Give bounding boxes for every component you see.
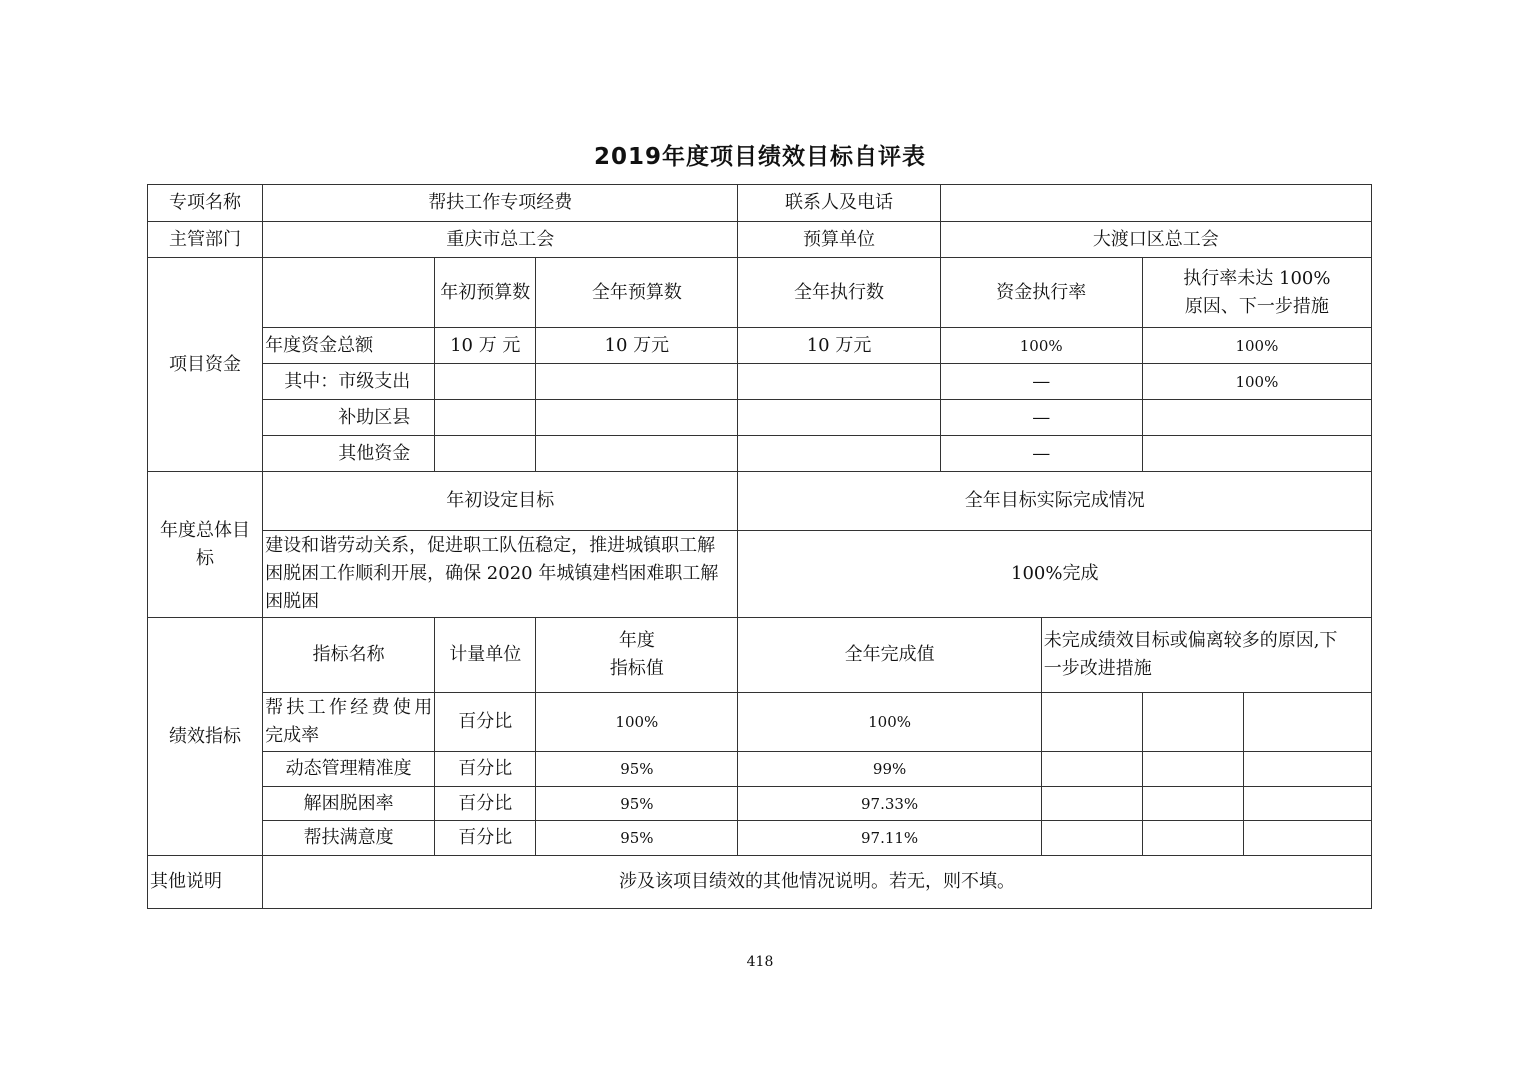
- contact-value: [940, 185, 1371, 222]
- perf-row-unit: 百分比: [435, 752, 536, 787]
- funds-row-initial: 10 万 元: [435, 328, 536, 364]
- goals-set-line3: 困脱困: [265, 591, 320, 612]
- dept-value: 重庆市总工会: [263, 222, 738, 258]
- perf-row-reason-cell: [1243, 693, 1371, 752]
- goals-label: [148, 472, 263, 618]
- perf-row-unit: 百分比: [435, 821, 536, 856]
- funds-row-rate: —: [940, 364, 1142, 400]
- perf-header-reason-line2: 一步改进措施: [1043, 658, 1152, 679]
- funds-label: 项目资金: [148, 258, 263, 472]
- goals-set-line1: 建设和谐劳动关系，促进职工队伍稳定，推进城镇职工解: [265, 535, 716, 556]
- evaluation-table: [147, 184, 1372, 909]
- other-label: 其他说明: [148, 856, 263, 909]
- goals-actual-text: 100%完成: [738, 531, 1372, 618]
- goals-set-header: 年初设定目标: [263, 472, 738, 531]
- budget-unit-label: 预算单位: [738, 222, 940, 258]
- funds-row-label: 其他资金: [263, 436, 435, 472]
- perf-row-unit: 百分比: [435, 787, 536, 821]
- perf-row-name-line1: 帮扶工作经费使用: [265, 697, 433, 718]
- funds-header-reason-line1: 执行率未达 100%: [1183, 267, 1331, 289]
- funds-header-annual: 全年预算数: [536, 258, 738, 328]
- perf-row-target: 95%: [536, 821, 738, 856]
- perf-header-target: [536, 618, 738, 693]
- perf-row-target: 100%: [536, 693, 738, 752]
- dept-label: 主管部门: [148, 222, 263, 258]
- perf-row-actual: 100%: [738, 693, 1041, 752]
- funds-header-initial: 年初预算数: [435, 258, 536, 328]
- other-text: 涉及该项目绩效的其他情况说明。若无，则不填。: [263, 856, 1372, 909]
- perf-row-target: 95%: [536, 787, 738, 821]
- funds-row-reason: [1142, 400, 1371, 436]
- perf-header-actual: 全年完成值: [738, 618, 1041, 693]
- funds-header-blank: [263, 258, 435, 328]
- perf-row-reason-cell: [1041, 752, 1142, 787]
- project-name-value: 帮扶工作专项经费: [263, 185, 738, 222]
- goals-label-line2: 标: [196, 547, 215, 569]
- funds-row-reason: 100%: [1142, 328, 1371, 364]
- funds-row-annual: [536, 364, 738, 400]
- perf-row-reason-cell: [1142, 752, 1243, 787]
- page-title: 2019年度项目绩效目标自评表: [593, 144, 926, 170]
- funds-row-executed: [738, 400, 940, 436]
- funds-row-annual: [536, 400, 738, 436]
- perf-row-reason-cell: [1142, 787, 1243, 821]
- perf-row-name: [263, 693, 435, 752]
- perf-row-reason-cell: [1041, 693, 1142, 752]
- budget-unit-value: 大渡口区总工会: [940, 222, 1371, 258]
- funds-header-reason-line2: 原因、下一步措施: [1184, 295, 1329, 317]
- perf-row-actual: 99%: [738, 752, 1041, 787]
- perf-row-actual: 97.33%: [738, 787, 1041, 821]
- goals-label-line1: 年度总体目: [160, 519, 251, 541]
- funds-row-label: 补助区县: [263, 400, 435, 436]
- funds-row-reason: 100%: [1142, 364, 1371, 400]
- funds-row-rate: —: [940, 400, 1142, 436]
- perf-row-unit: 百分比: [435, 693, 536, 752]
- funds-row-executed: 10 万元: [738, 328, 940, 364]
- funds-row-rate: 100%: [940, 328, 1142, 364]
- funds-row-executed: [738, 436, 940, 472]
- perf-row-name: 帮扶满意度: [263, 821, 435, 856]
- funds-row-label: 其中：市级支出: [263, 364, 435, 400]
- funds-row-annual: 10 万元: [536, 328, 738, 364]
- perf-row-reason-cell: [1142, 821, 1243, 856]
- page-number: 418: [746, 954, 774, 970]
- perf-header-reason: [1041, 618, 1371, 693]
- goals-set-line2: 困脱困工作顺利开展，确保 2020 年城镇建档困难职工解: [265, 563, 719, 584]
- perf-row-name: 解困脱困率: [263, 787, 435, 821]
- goals-actual-header: 全年目标实际完成情况: [738, 472, 1372, 531]
- funds-row-label: 年度资金总额: [263, 328, 435, 364]
- perf-header-reason-line1: 未完成绩效目标或偏离较多的原因,下: [1043, 630, 1338, 651]
- project-name-label: 专项名称: [148, 185, 263, 222]
- funds-row-annual: [536, 436, 738, 472]
- funds-row-initial: [435, 364, 536, 400]
- goals-set-text: [263, 531, 738, 618]
- funds-header-executed: 全年执行数: [738, 258, 940, 328]
- contact-label: 联系人及电话: [738, 185, 940, 222]
- perf-header-name: 指标名称: [263, 618, 435, 693]
- perf-row-name-line2: 完成率: [265, 725, 320, 746]
- funds-row-reason: [1142, 436, 1371, 472]
- funds-row-initial: [435, 436, 536, 472]
- perf-row-reason-cell: [1243, 821, 1371, 856]
- funds-header-rate: 资金执行率: [940, 258, 1142, 328]
- perf-header-target-line2: 指标值: [609, 658, 664, 679]
- perf-row-reason-cell: [1041, 821, 1142, 856]
- perf-header-target-line1: 年度: [618, 630, 655, 651]
- perf-row-reason-cell: [1041, 787, 1142, 821]
- funds-row-rate: —: [940, 436, 1142, 472]
- perf-row-name: 动态管理精准度: [263, 752, 435, 787]
- perf-row-reason-cell: [1243, 787, 1371, 821]
- funds-row-initial: [435, 400, 536, 436]
- funds-row-executed: [738, 364, 940, 400]
- perf-row-actual: 97.11%: [738, 821, 1041, 856]
- perf-label: 绩效指标: [148, 618, 263, 856]
- perf-row-reason-cell: [1142, 693, 1243, 752]
- perf-header-unit: 计量单位: [435, 618, 536, 693]
- perf-row-target: 95%: [536, 752, 738, 787]
- funds-header-reason: [1142, 258, 1371, 328]
- perf-row-reason-cell: [1243, 752, 1371, 787]
